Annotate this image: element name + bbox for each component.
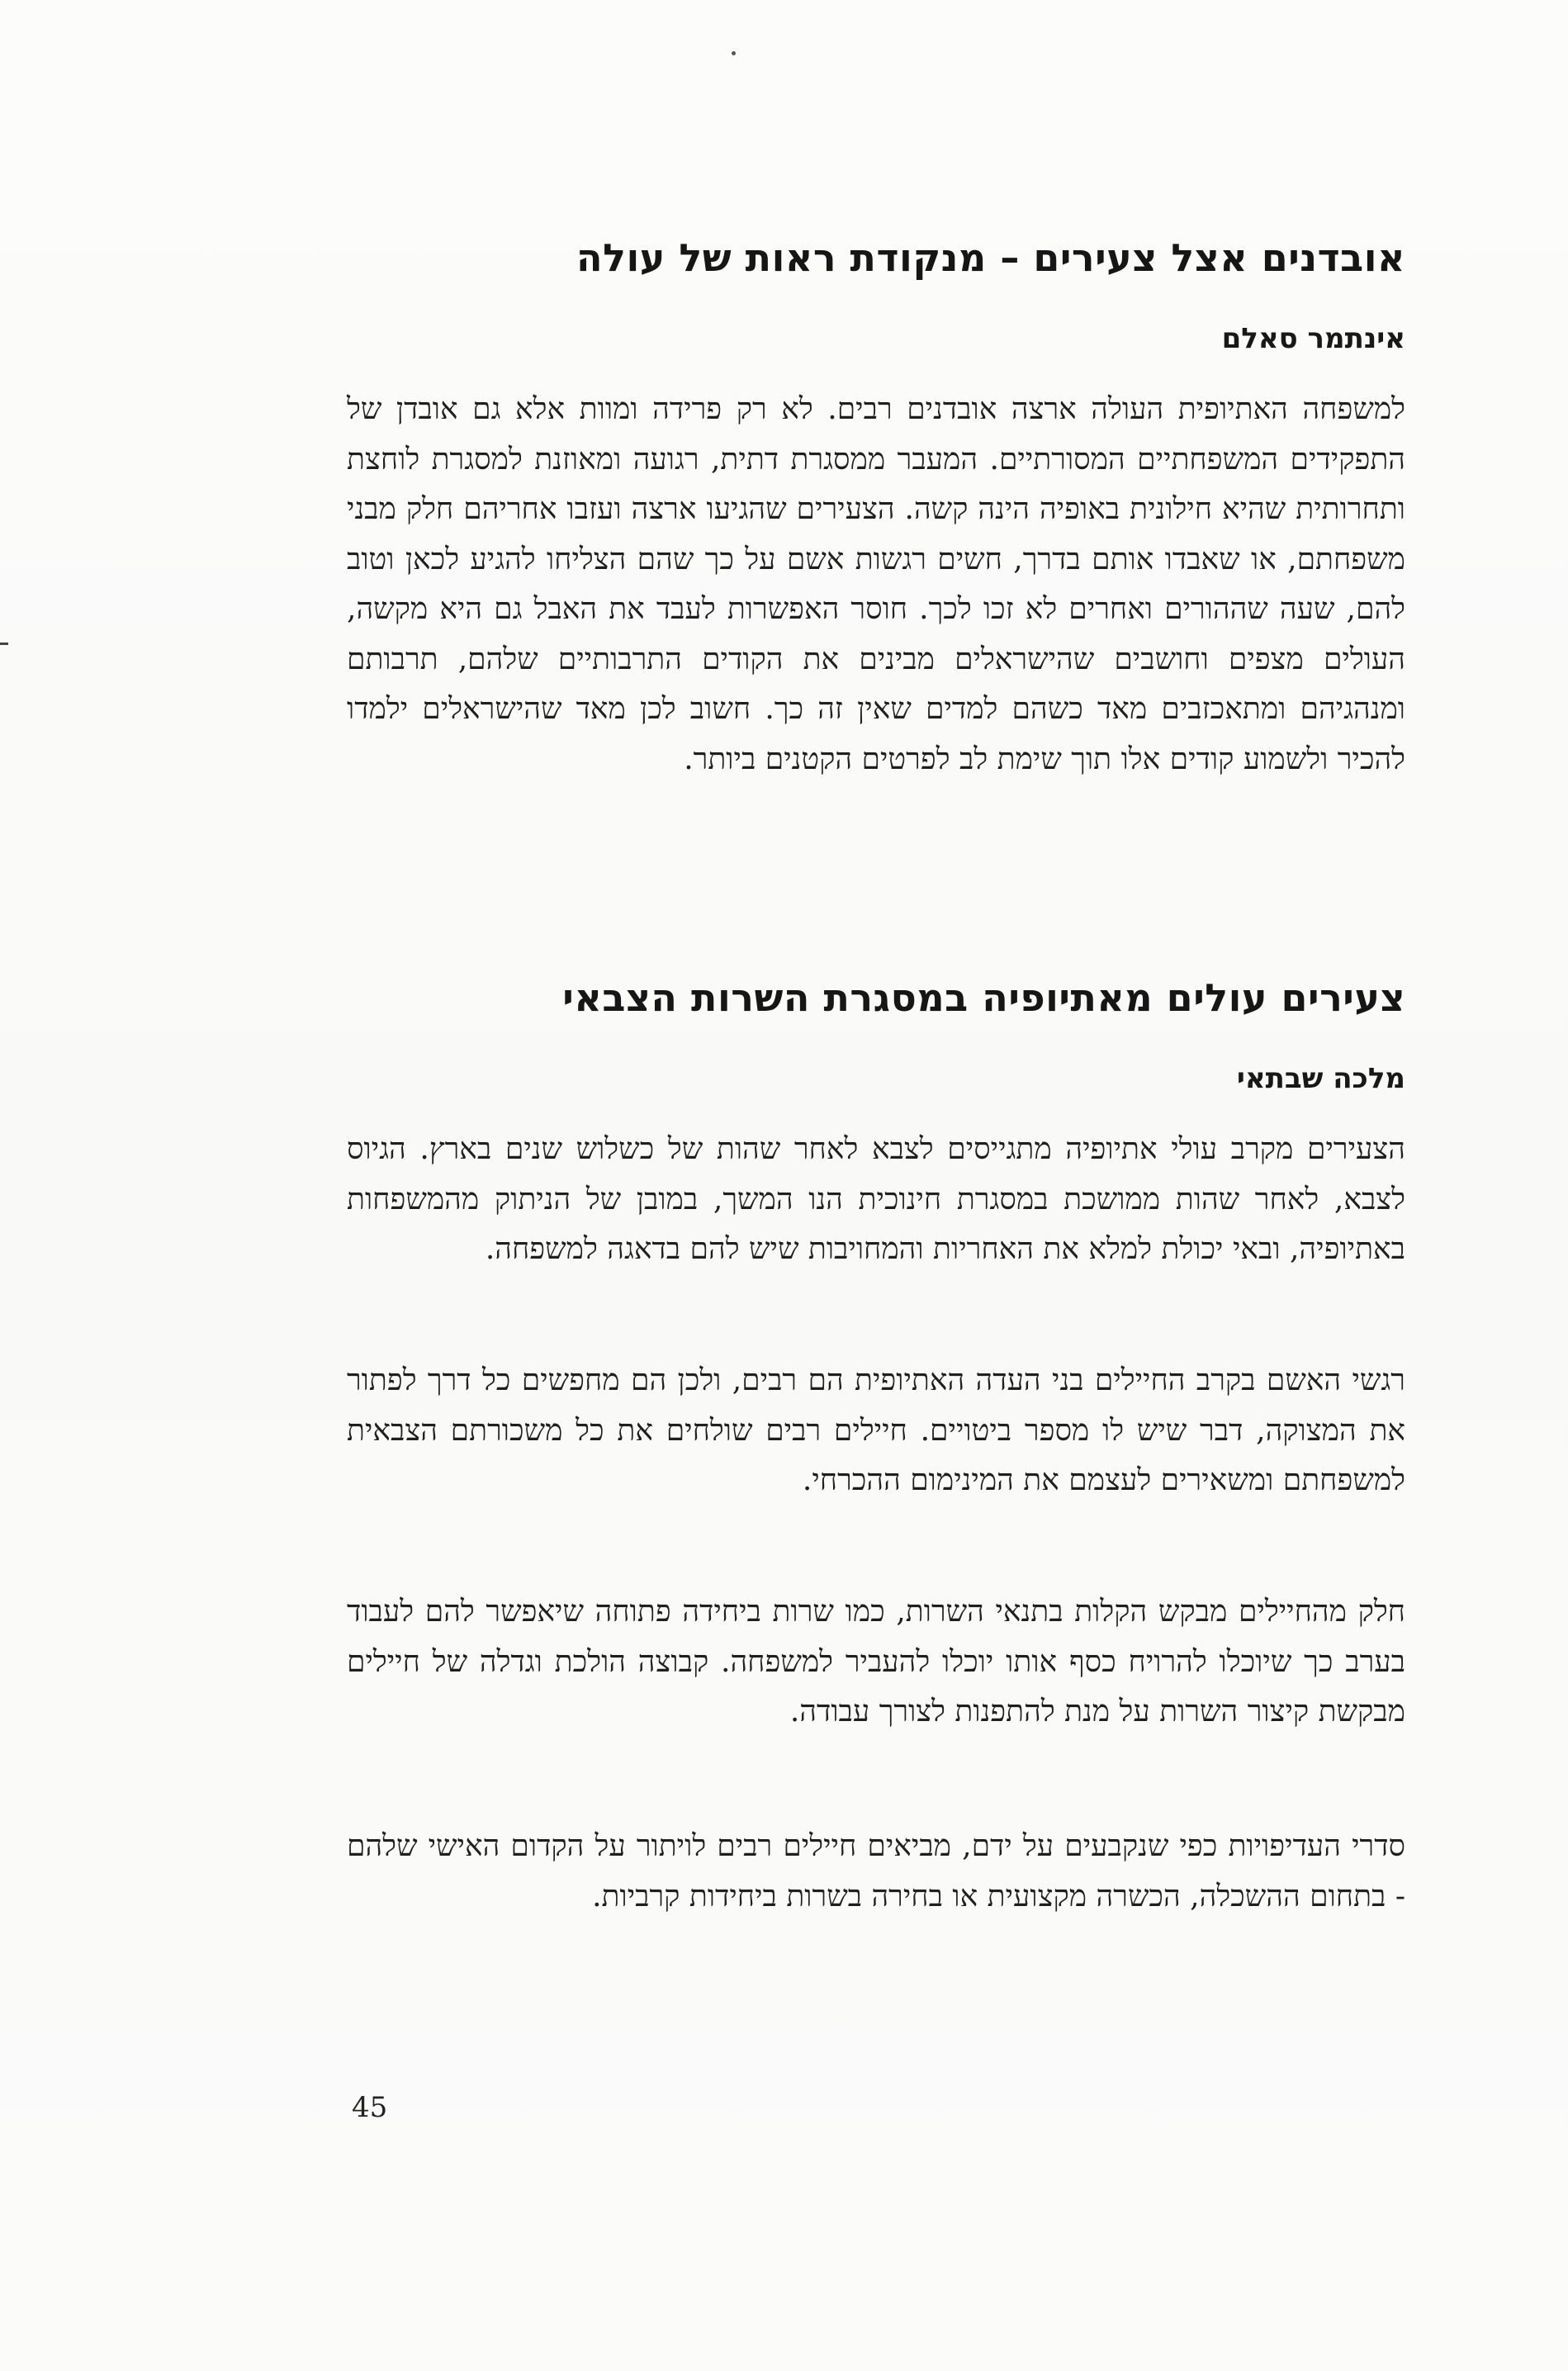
section2-paragraph-2: רגשי האשם בקרב החיילים בני העדה האתיופית הם רבים, ולכן הם מחפשים כל דרך לפתור את המצוקה, דבר שיש לו מספר ביטויים. חיילים רבים שולחים את כל משכורתם הצבאית למשפחתם ומשאירים לעצמם את המינימום ההכרחי. — [347, 1363, 1406, 1497]
section2-author: מלכה שבתאי — [1236, 1062, 1405, 1095]
section1-author: אינתמר סאלם — [1221, 322, 1405, 355]
section2-paragraph-1: הצעירים מקרב עולי אתיופיה מתגייסים לצבא לאחר שהות של כשלוש שנים בארץ. הגיוס לצבא, לאחר שהות ממושכת במסגרת חינוכית הנו המשך, במובן של הניתוק מהמשפחות באתיופיה, ובאי יכולת למלא את האחריות והמחויבות שיש להם בדאגה למשפחה. — [347, 1132, 1405, 1266]
text-column — [347, 0, 1405, 2371]
section1-paragraph-1: למשפחה האתיופית העולה ארצה אובדנים רבים. לא רק פרידה ומוות אלא גם אובדן של התפקידים המשפחתיים המסורתיים. המעבר ממסגרת דתית, רגועה ומאוזנת למסגרת לוחצת ותחרותית שהיא חילונית באופיה הינה קשה. הצעירים שהגיעו ארצה ועזבו אחריהם חלק מבני משפחתם, או שאבדו אותם בדרך, חשים רגשות אשם על כך שהם הצליחו להגיע לכאן וטוב להם, שעה שההורים ואחרים לא זכו לכך. חוסר האפשרות לעבד את האבל גם היא מקשה, העולים מצפים וחושבים שהישראלים מבינים את הקודים התרבותיים שלהם, תרבותם ומנהגיהם ומתאכזבים מאד כשהם למדים שאין זה כך. חשוב לכן מאד שהישראלים ילמדו להכיר ולשמוע קודים אלו תוך שימת לב לפרטים הקטנים ביותר. — [347, 392, 1405, 776]
scan-edge-mark — [0, 643, 8, 645]
section2-paragraph-3: חלק מהחיילים מבקש הקלות בתנאי השרות, כמו שרות ביחידה פתוחה שיאפשר להם לעבוד בערב כך שיוכלו להרויח כסף אותו יוכלו להעביר למשפחה. קבוצה הולכת וגדלה של חיילים מבקשת קיצור השרות על מנת להתפנות לצורך עבודה. — [347, 1595, 1405, 1728]
section2-title: צעירים עולים מאתיופיה במסגרת השרות הצבאי — [562, 975, 1405, 1020]
section2-paragraph-4: סדרי העדיפויות כפי שנקבעים על ידם, מביאים חיילים רבים לויתור על הקדום האישי שלהם - בתחום ההשכלה, הכשרה מקצועית או בחירה בשרות ביחידות קרביות. — [347, 1829, 1405, 1913]
page-number: 45 — [352, 2091, 388, 2124]
section1-title: אובדנים אצל צעירים – מנקודת ראות של עולה — [576, 235, 1405, 280]
